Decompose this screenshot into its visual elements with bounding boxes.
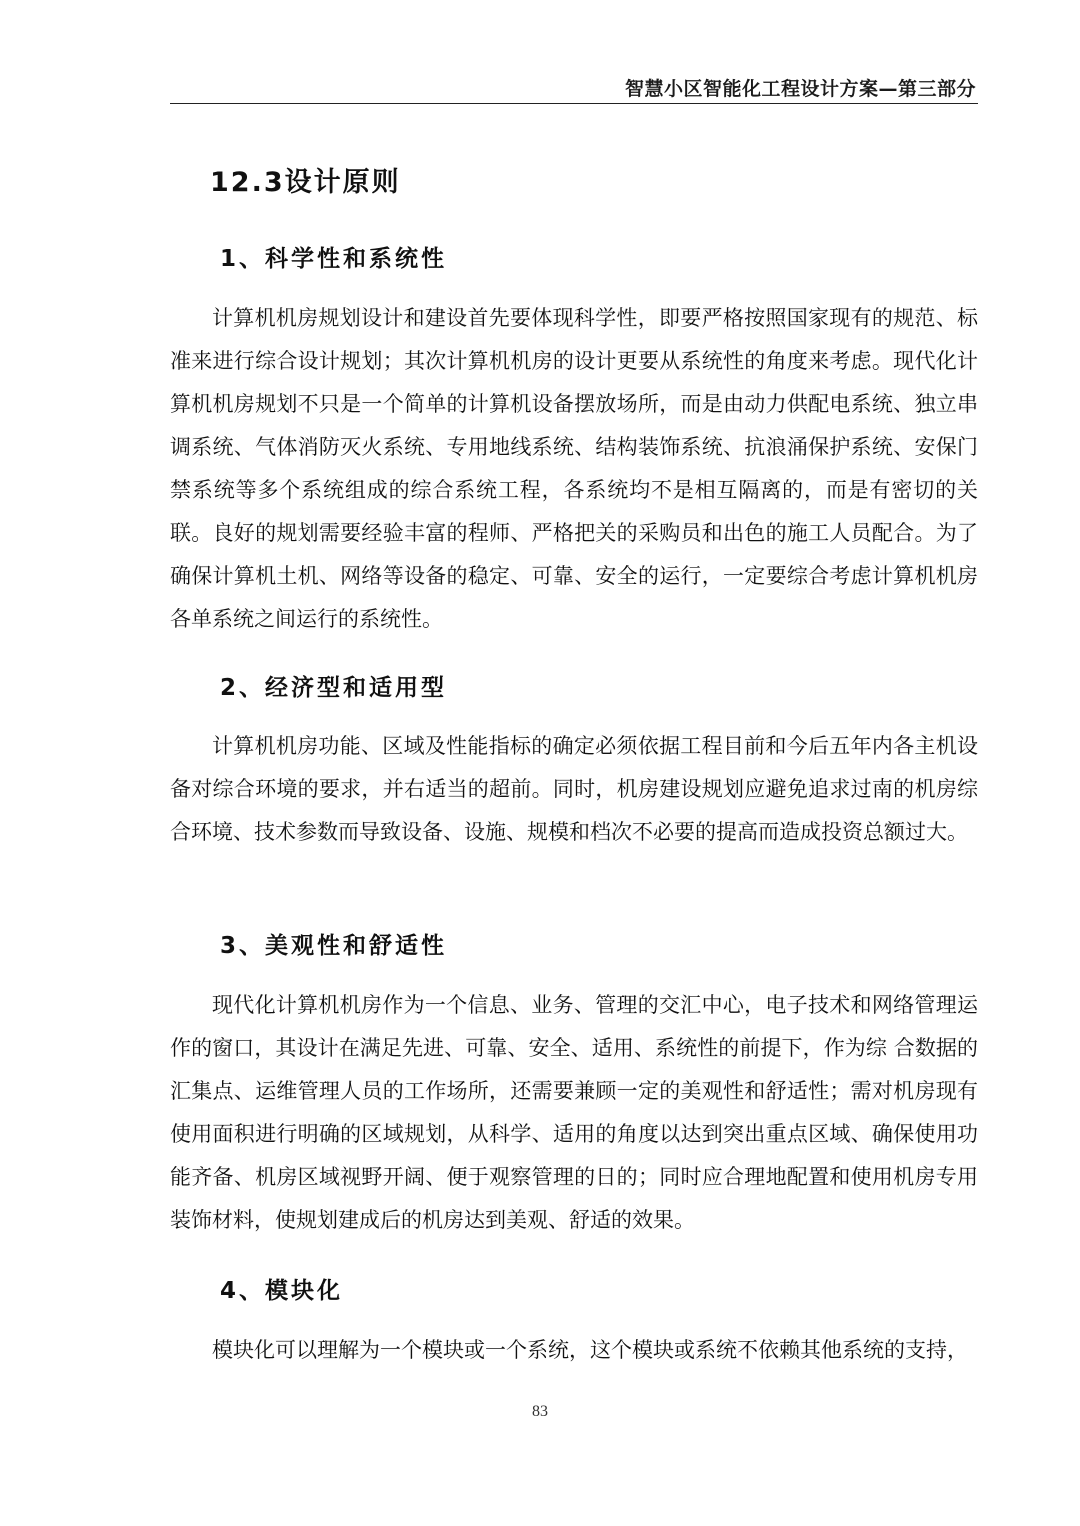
paragraph-4: 模块化可以理解为一个模块或一个系统，这个模块或系统不依赖其他系统的支持， — [212, 1338, 968, 1362]
subsection-heading-2: 2、经济型和适用型 — [220, 675, 448, 701]
running-header-title: 智慧小区智能化工程设计方案—第三部分 — [624, 78, 976, 100]
paragraph-3: 现代化计算机机房作为一个信息、业务、管理的交汇中心，电子技术和网络管理运作的窗口，其设计在满足先进、可靠、安全、适用、系统性的前提下，作为综 合数据的汇集点、运维管理人员的工作场所，还需要兼顾一定的美观性和舒适性；需对机房现有使用面积进行明确的区域规划，从科学、适用的角度以达到突出重点区域、确保使用功能齐备、机房区域视野开阔、便于观察管理的日的；同时应合理地配置和使用机房专用装饰材料，使规划建成后的机房达到美观、舒适的效果。 — [170, 993, 978, 1232]
page-number: 83 — [532, 1403, 548, 1420]
section-heading: 12.3设计原则 — [210, 167, 401, 198]
paragraph-2: 计算机机房功能、区域及性能指标的确定必须依据工程目前和今后五年内各主机设备对综合环境的要求，并右适当的超前。同时，机房建设规划应避免追求过南的机房综合环境、技术参数而导致设备、设施、规模和档次不必要的提高而造成投资总额过大。 — [170, 734, 978, 844]
subsection-heading-1: 1、科学性和系统性 — [220, 246, 448, 272]
subsection-heading-3: 3、美观性和舒适性 — [220, 933, 448, 959]
subsection-heading-4: 4、模块化 — [220, 1278, 344, 1304]
paragraph-1: 计算机机房规划设计和建设首先要体现科学性，即要严格按照国家现有的规范、标准来进行综合设计规划；其次计算机机房的设计更要从系统性的角度来考虑。现代化计算机机房规划不只是一个简单的计算机设备摆放场所，而是由动力供配电系统、独立串调系统、气体消防灭火系统、专用地线系统、结构装饰系统、抗浪涌保护系统、安保门禁系统等多个系统组成的综合系统工程，各系统均不是相互隔离的，而是有密切的关联。良好的规划需要经验丰富的程师、严格把关的采购员和出色的施工人员配合。为了确保计算机土机、网络等设备的稳定、可靠、安全的运行，一定要综合考虑计算机机房各单系统之间运行的系统性。 — [170, 306, 978, 631]
header-divider — [170, 103, 978, 104]
